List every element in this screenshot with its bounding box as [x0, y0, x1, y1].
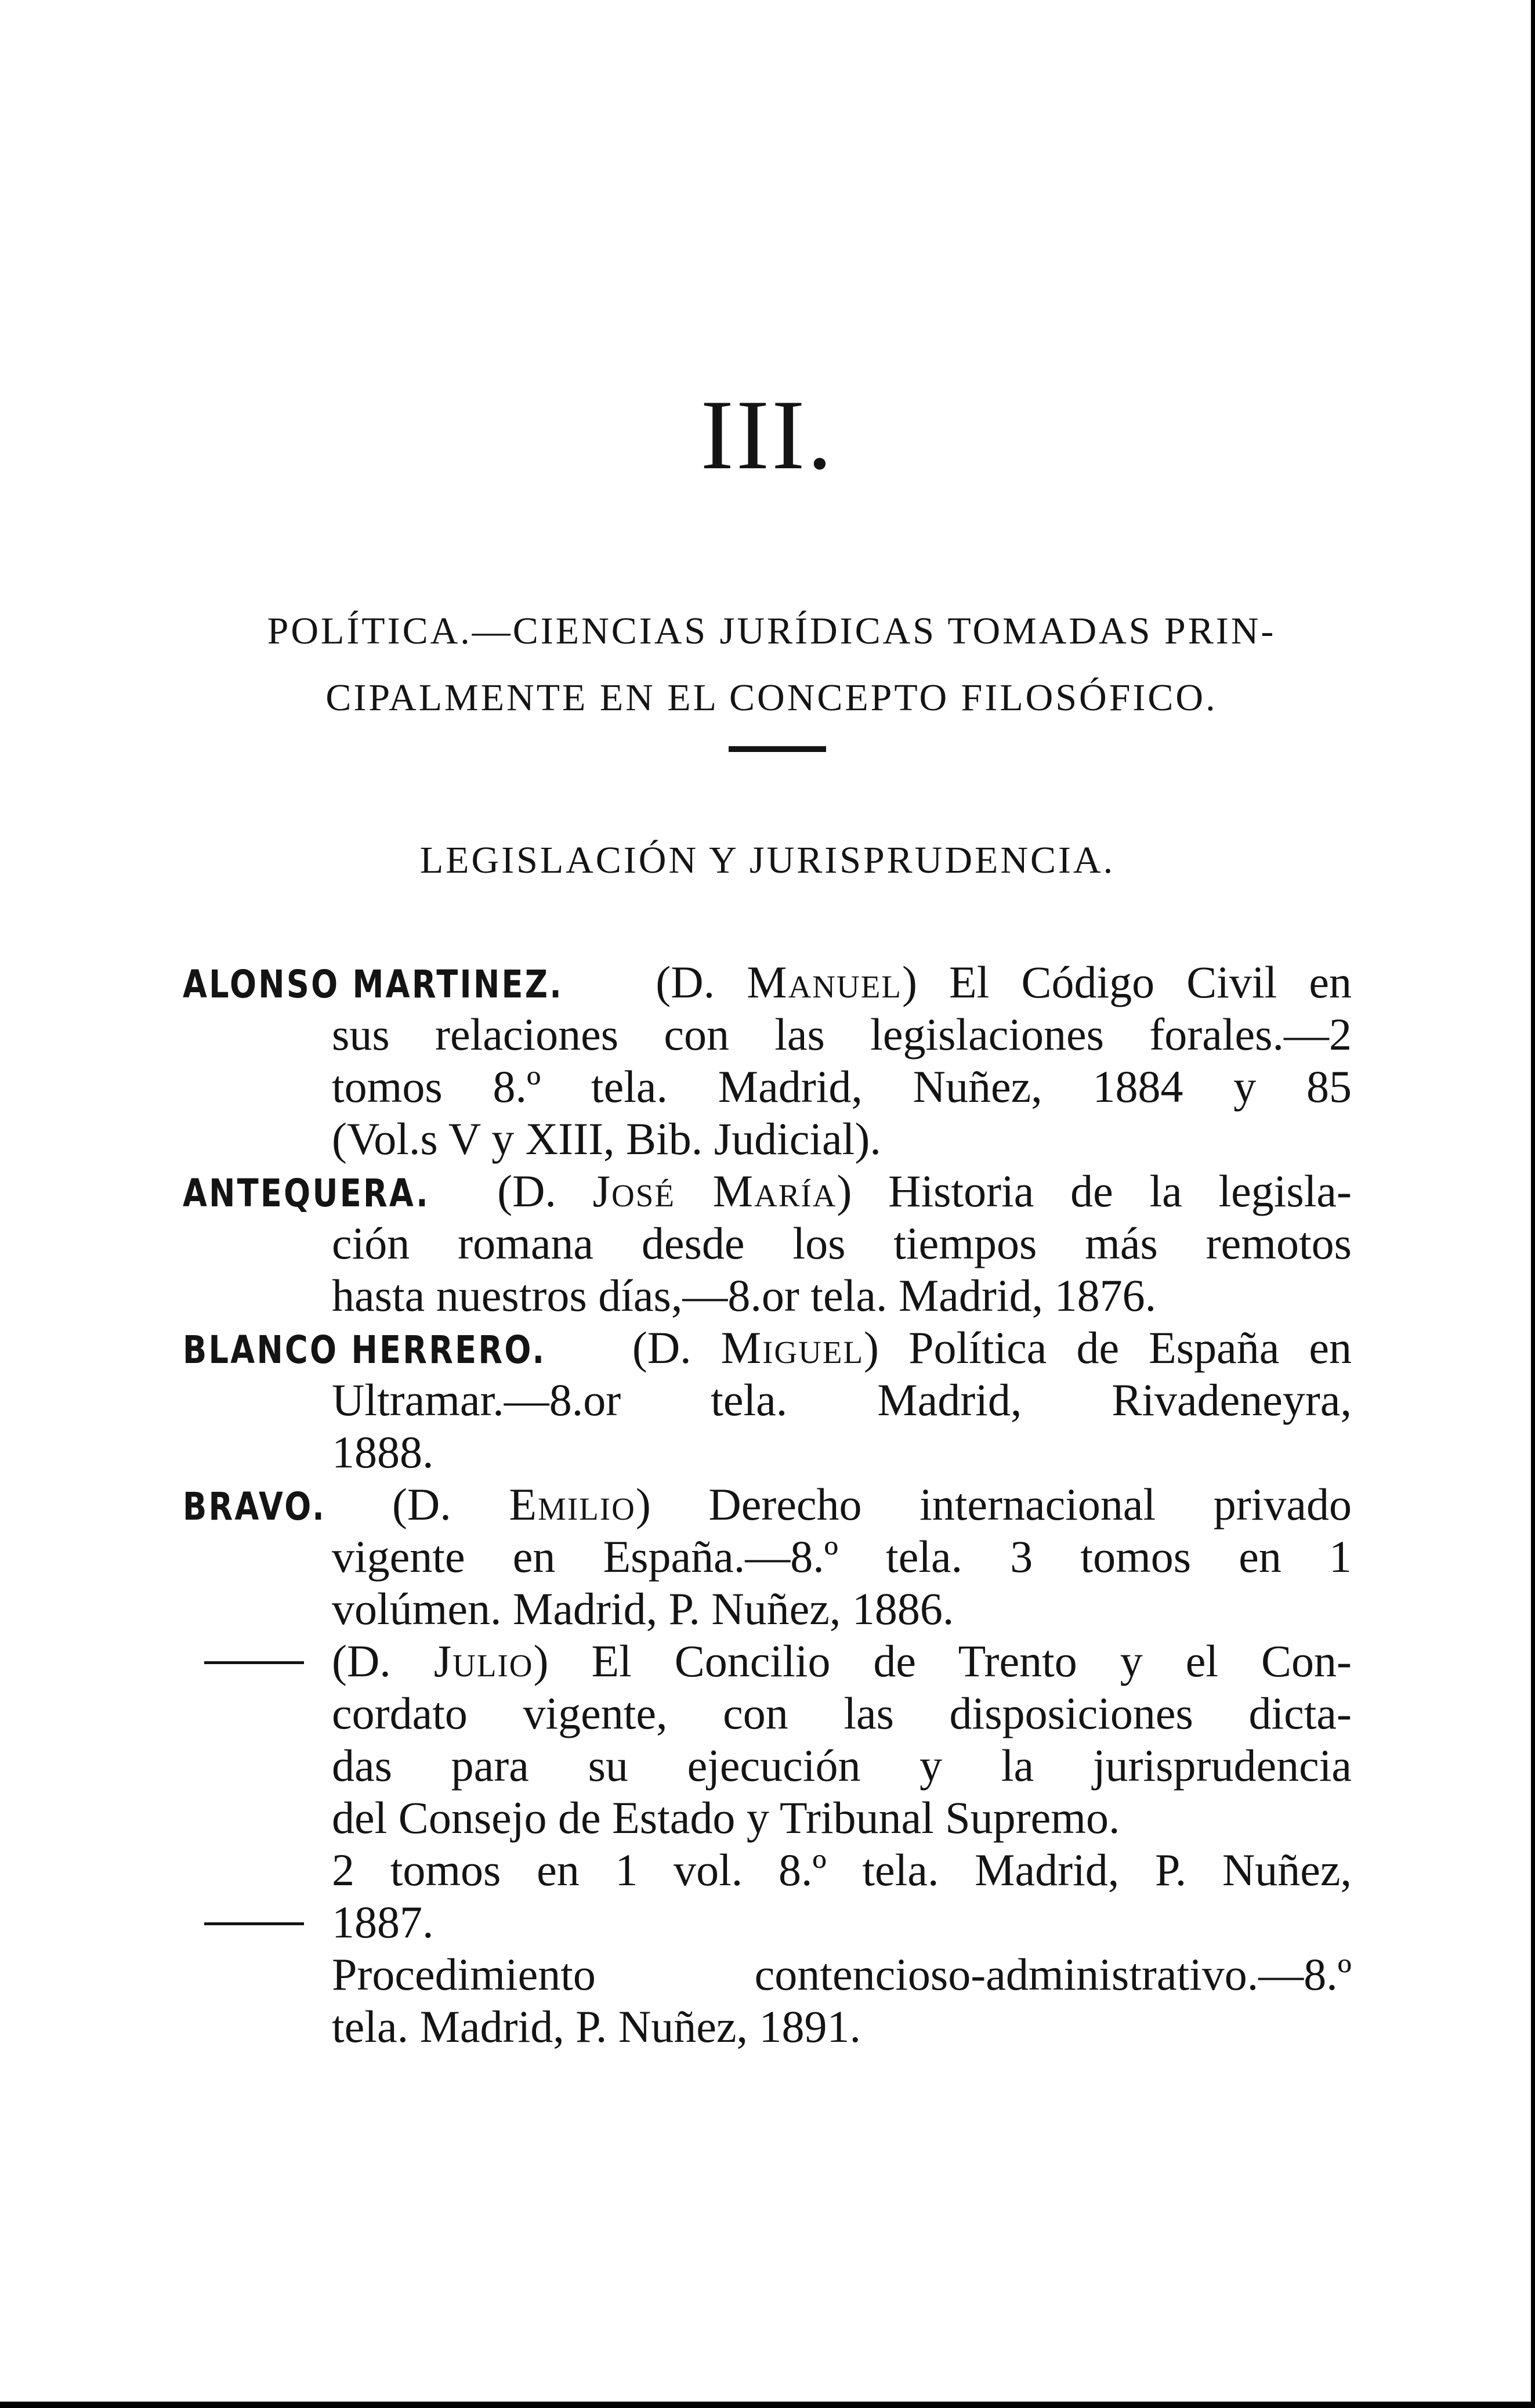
author-name: ALONSO MARTINEZ. [183, 962, 564, 1007]
entry-line: ción romana desde los tiempos más remotos [332, 1218, 1352, 1268]
entry-line: volúmen. Madrid, P. Nuñez, 1886. [332, 1583, 954, 1634]
entry-line: ALONSO MARTINEZ. (D. Manuel) El Código Civil en [183, 956, 1352, 1011]
entry-line: 2 tomos en 1 vol. 8.º tela. Madrid, P. Nuñez, [332, 1845, 1352, 1895]
given-name: Emilio [509, 1479, 636, 1530]
entry-line: 1887. [332, 1897, 434, 1947]
author-name: ANTEQUERA. [183, 1171, 430, 1216]
chapter-number: III. [700, 380, 835, 490]
title-text: Derecho internacional privado [708, 1479, 1352, 1530]
title-text: El Código Civil en [949, 957, 1352, 1007]
title-text: El Concilio de Trento y el Con- [591, 1636, 1352, 1686]
author-name: BLANCO HERRERO. [183, 1328, 546, 1372]
section-title-line-2: CIPALMENTE EN EL CONCEPTO FILOSÓFICO. [325, 677, 1218, 719]
entry-line: ANTEQUERA. (D. José María) Historia de la legisla- [183, 1165, 1352, 1220]
section-title-line-1: POLÍTICA.—CIENCIAS JURÍDICAS TOMADAS PRIN- [267, 610, 1276, 652]
section-divider [729, 746, 826, 752]
entry-line: das para su ejecución y la jurisprudencia [332, 1740, 1352, 1791]
ditto-dash [204, 1661, 304, 1664]
entry-line: vigente en España.—8.º tela. 3 tomos en 1 [332, 1531, 1352, 1582]
entry-line: del Consejo de Estado y Tribunal Supremo. [332, 1792, 1120, 1843]
subsection-title: LEGISLACIÓN Y JURISPRUDENCIA. [419, 839, 1116, 881]
given-name: Miguel [721, 1322, 864, 1373]
entry-line: BRAVO. (D. Emilio) Derecho internacional privado [183, 1478, 1352, 1533]
entry-line: tomos 8.º tela. Madrid, Nuñez, 1884 y 85 [332, 1061, 1352, 1112]
title-text: Historia de la legisla- [888, 1166, 1352, 1216]
entry-line: sus relaciones con las legislaciones forales.—2 [332, 1009, 1352, 1060]
author-name: BRAVO. [183, 1484, 327, 1529]
given-name: José María [592, 1166, 837, 1216]
entry-line: (D. Julio) El Concilio de Trento y el Con- [332, 1636, 1352, 1686]
entry-line: cordato vigente, con las disposiciones dicta- [332, 1688, 1352, 1738]
ditto-dash [204, 1922, 304, 1925]
entry-line: hasta nuestros días,—8.or tela. Madrid, 1876. [332, 1270, 1157, 1321]
entry-line: 1888. [332, 1427, 434, 1477]
entry-line: Ultramar.—8.or tela. Madrid, Rivadeneyra, [332, 1375, 1352, 1425]
title-text: Política de España en [908, 1322, 1352, 1373]
given-name: Julio [433, 1636, 534, 1686]
entry-line: Procedimiento contencioso-administrativo.—8.º [332, 1949, 1352, 2000]
entry-line: tela. Madrid, P. Nuñez, 1891. [332, 2001, 861, 2052]
entry-line: BLANCO HERRERO. (D. Miguel) Política de España en [183, 1322, 1352, 1376]
entry-line: (Vol.s V y XIII, Bib. Judicial). [332, 1113, 881, 1164]
given-name: Manuel [747, 957, 902, 1007]
section-title [174, 598, 1369, 731]
